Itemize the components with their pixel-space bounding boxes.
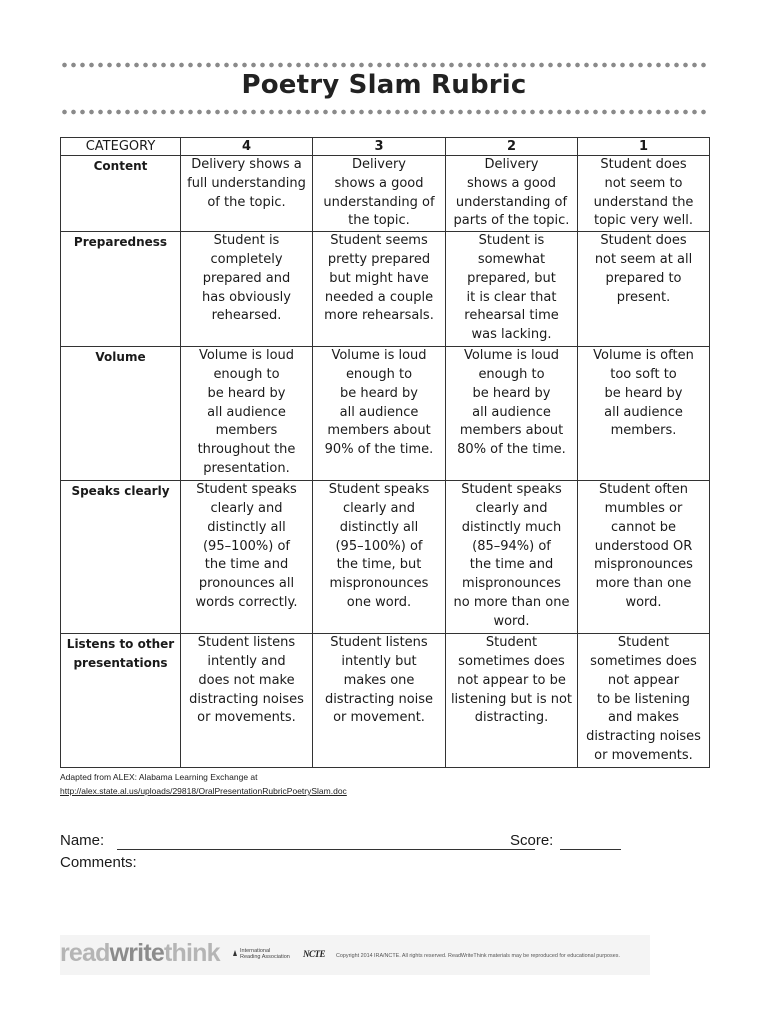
row-category: Preparedness: [61, 232, 181, 347]
table-row: [61, 232, 710, 347]
name-field[interactable]: [117, 849, 535, 850]
table-cell: Student sometimes does not appear to be listening but is not distracting.: [446, 634, 578, 768]
header-score-1: 1: [578, 138, 710, 156]
table-cell: Student is somewhat prepared, but it is clear that rehearsal time was lacking.: [446, 232, 578, 347]
logo-think: think: [163, 939, 220, 967]
ira-logo-icon: [232, 949, 238, 957]
copyright-text: Copyright 2014 IRA/NCTE. All rights reserved. ReadWriteThink materials may be reproduced for educational purposes.: [336, 953, 620, 959]
table-cell: Delivery shows a good understanding of the topic.: [313, 156, 446, 232]
table-cell: Student listens intently but makes one distracting noise or movement.: [313, 634, 446, 768]
rubric-table: [60, 137, 710, 768]
row-category: Volume: [61, 347, 181, 481]
logo-read: read: [60, 939, 110, 967]
table-row: [61, 156, 710, 232]
table-cell: Volume is often too soft to be heard by all audience members.: [578, 347, 710, 481]
table-row: [61, 634, 710, 768]
table-cell: Student speaks clearly and distinctly all (95–100%) of the time, but mispronounces one word.: [313, 481, 446, 634]
table-cell: Volume is loud enough to be heard by all audience members throughout the presentation.: [181, 347, 313, 481]
name-score-line: [60, 832, 720, 854]
table-cell: Volume is loud enough to be heard by all audience members about 90% of the time.: [313, 347, 446, 481]
table-cell: Student sometimes does not appear to be listening and makes distracting noises or movements.: [578, 634, 710, 768]
row-category: Listens to other presentations: [61, 634, 181, 768]
table-cell: Delivery shows a full understanding of the topic.: [181, 156, 313, 232]
table-cell: Student often mumbles or cannot be understood OR mispronounces more than one word.: [578, 481, 710, 634]
source-text: Adapted from ALEX: Alabama Learning Exchange at: [60, 772, 258, 782]
logo-write: write: [109, 939, 164, 967]
footer: [60, 935, 650, 975]
name-label: Name:: [60, 832, 105, 849]
source-link[interactable]: http://alex.state.al.us/uploads/29818/OralPresentationRubricPoetrySlam.doc: [60, 786, 347, 796]
table-cell: Student speaks clearly and distinctly all (95–100%) of the time and pronounces all words correctly.: [181, 481, 313, 634]
score-field[interactable]: [560, 849, 621, 850]
dotted-rule-bottom: [60, 109, 710, 115]
header-score-3: 3: [313, 138, 446, 156]
table-header-row: [61, 138, 710, 156]
readwritethink-logo: [60, 939, 220, 968]
table-cell: Student is completely prepared and has obviously rehearsed.: [181, 232, 313, 347]
row-category: Speaks clearly: [61, 481, 181, 634]
table-cell: Student listens intently and does not make distracting noises or movements.: [181, 634, 313, 768]
table-cell: Delivery shows a good understanding of parts of the topic.: [446, 156, 578, 232]
ira-logo-text: International Reading Association: [240, 948, 290, 960]
table-row: [61, 481, 710, 634]
header-score-2: 2: [446, 138, 578, 156]
table-cell: Student does not seem at all prepared to present.: [578, 232, 710, 347]
table-cell: Student speaks clearly and distinctly much (85–94%) of the time and mispronounces no more than one word.: [446, 481, 578, 634]
table-cell: Volume is loud enough to be heard by all audience members about 80% of the time.: [446, 347, 578, 481]
dotted-rule-top: [60, 62, 710, 68]
table-cell: Student seems pretty prepared but might have needed a couple more rehearsals.: [313, 232, 446, 347]
score-label: Score:: [510, 832, 554, 849]
row-category: Content: [61, 156, 181, 232]
comments-label: Comments:: [60, 854, 137, 871]
header-score-4: 4: [181, 138, 313, 156]
source-note: [60, 770, 347, 798]
header-category: CATEGORY: [61, 138, 181, 156]
page-title: Poetry Slam Rubric: [241, 70, 527, 100]
table-row: [61, 347, 710, 481]
ncte-logo: NCTE: [303, 949, 326, 959]
table-cell: Student does not seem to understand the topic very well.: [578, 156, 710, 232]
